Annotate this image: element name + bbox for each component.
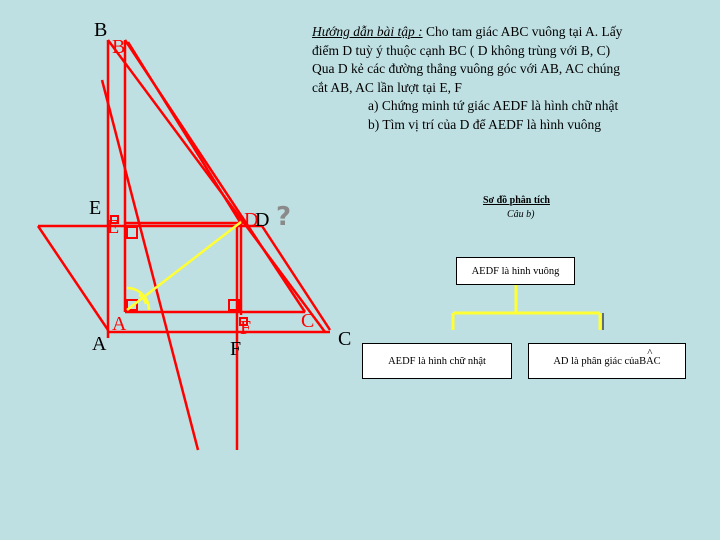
analysis-box-square-label: AEDF là hình vuông xyxy=(471,265,560,277)
hint-line-2: điểm D tuỳ ý thuộc cạnh BC ( D không trùng với B, C) xyxy=(312,42,611,58)
analysis-subtitle: Câu b) xyxy=(507,209,535,220)
right-angle-E xyxy=(127,227,137,238)
exercise-hint xyxy=(312,23,697,134)
hint-line-4: cắt AB, AC lần lượt tại E, F xyxy=(312,79,462,95)
analysis-box-bisector[interactable] xyxy=(528,343,686,379)
label-A-red: A xyxy=(112,313,127,335)
label-C: C xyxy=(338,328,352,350)
label-B: B xyxy=(94,19,108,41)
label-F-red: F xyxy=(240,317,252,339)
hint-line-1: Cho tam giác ABC vuông tại A. Lấy xyxy=(422,24,623,39)
label-D: D xyxy=(255,209,270,231)
hint-line-3: Qua D kẻ các đường thẳng vuông góc với AB, AC chúng xyxy=(312,61,621,76)
analysis-box-rectangle-label: AEDF là hình chữ nhật xyxy=(388,355,486,367)
analysis-box-bisector-label: AD là phân giác của xyxy=(553,355,640,367)
label-B-red: B xyxy=(112,36,126,58)
angle-notation xyxy=(639,346,661,367)
analysis-title: Sơ đồ phân tích xyxy=(483,195,550,206)
hint-line-5: a) Chứng minh tứ giác AEDF là hình chữ nhật xyxy=(368,98,619,113)
label-F: F xyxy=(230,338,242,360)
analysis-box-square[interactable] xyxy=(456,257,575,285)
question-mark-icon[interactable]: ? xyxy=(276,202,292,232)
analysis-box-rectangle[interactable] xyxy=(362,343,512,379)
label-E: E xyxy=(89,197,102,219)
parallelogram-left xyxy=(38,226,108,330)
label-C-red: C xyxy=(301,310,315,332)
angle-hat-icon: ^ xyxy=(647,346,653,359)
label-E-red: E xyxy=(107,216,120,238)
angle-BAC: BAC xyxy=(639,355,661,367)
parallelogram-right xyxy=(262,226,330,330)
hint-title: Hướng dẫn bài tập : xyxy=(312,24,423,39)
label-A: A xyxy=(92,333,107,355)
hint-line-6: b) Tìm vị trí của D để AEDF là hình vuông xyxy=(368,116,601,132)
line-BC-copy-2 xyxy=(128,42,240,222)
label-D-red: D xyxy=(244,209,259,231)
